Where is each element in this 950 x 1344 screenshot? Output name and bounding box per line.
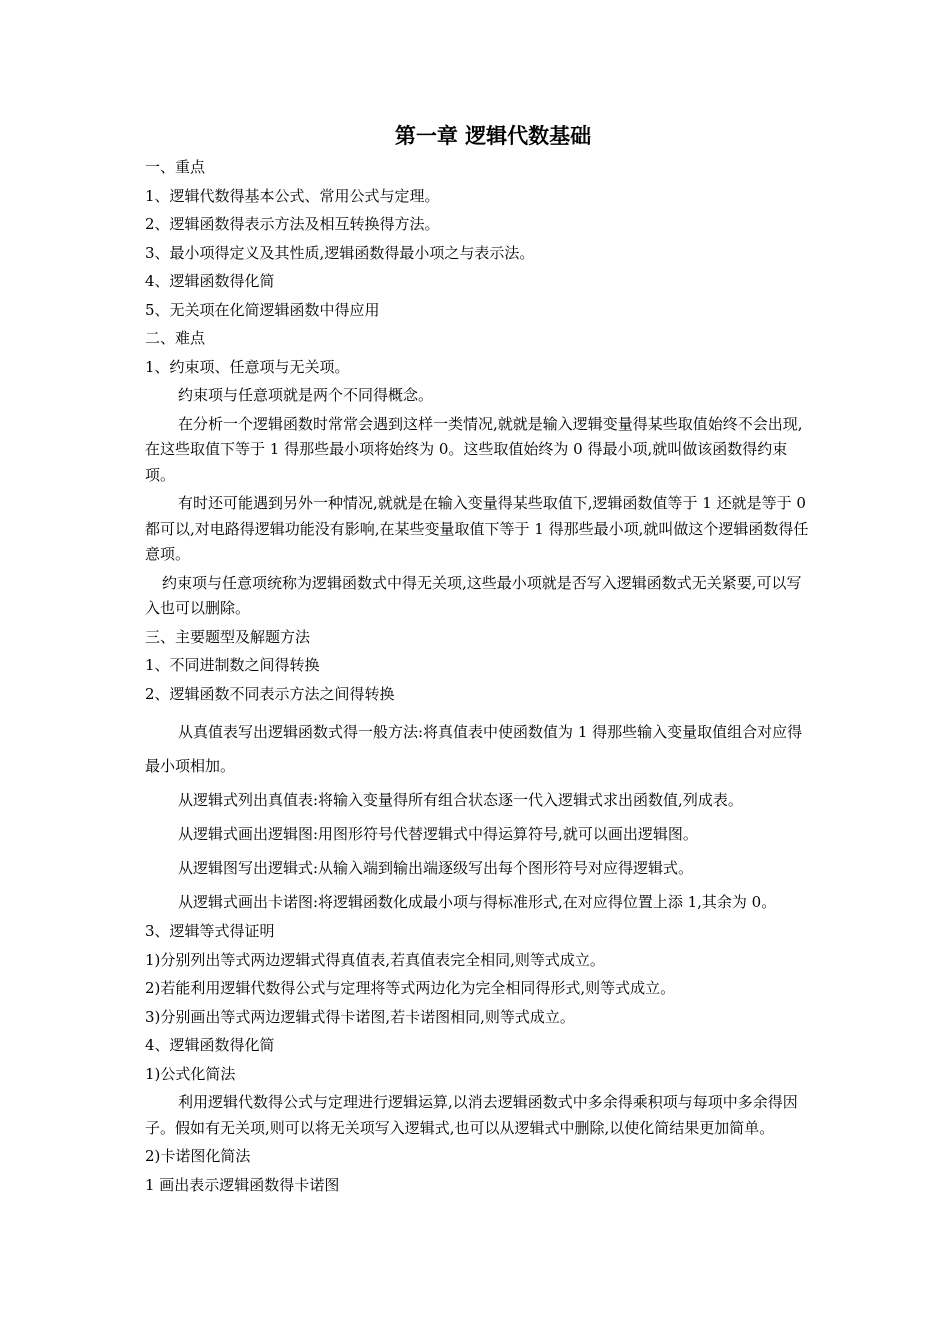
list-item: 1 画出表示逻辑函数得卡诺图 bbox=[145, 1175, 340, 1194]
list-item: 3、逻辑等式得证明 bbox=[145, 922, 275, 940]
list-item: 1)公式化简法 bbox=[145, 1064, 236, 1083]
list-item: 3)分别画出等式两边逻辑式得卡诺图,若卡诺图相同,则等式成立。 bbox=[145, 1007, 575, 1026]
document-body bbox=[145, 155, 811, 1198]
section-heading: 三、主要题型及解题方法 bbox=[145, 627, 311, 646]
list-item: 2、逻辑函数不同表示方法之间得转换 bbox=[145, 684, 395, 703]
paragraph: 有时还可能遇到另外一种情况,就就是在输入变量得某些取值下,逻辑函数值等于 1 还就是等于 0 都可以,对电路得逻辑功能没有影响,在某些变量取值下等于 1 得那些最小项,就叫做这个逻辑函数得任意项。 bbox=[145, 494, 809, 563]
list-item: 1、约束项、任意项与无关项。 bbox=[145, 357, 350, 376]
list-item: 4、逻辑函数得化简 bbox=[145, 272, 275, 290]
list-item: 1)分别列出等式两边逻辑式得真值表,若真值表完全相同,则等式成立。 bbox=[145, 950, 605, 969]
list-item: 2)若能利用逻辑代数得公式与定理将等式两边化为完全相同得形式,则等式成立。 bbox=[145, 979, 676, 997]
list-item: 4、逻辑函数得化简 bbox=[145, 1036, 275, 1054]
paragraph: 约束项与任意项就是两个不同得概念。 bbox=[178, 386, 434, 404]
paragraph: 从逻辑式画出卡诺图:将逻辑函数化成最小项与得标准形式,在对应得位置上添 1,其余为 0。 bbox=[178, 893, 777, 911]
list-item: 2)卡诺图化简法 bbox=[145, 1147, 251, 1165]
list-item: 2、逻辑函数得表示方法及相互转换得方法。 bbox=[145, 215, 440, 233]
paragraph: 从真值表写出逻辑函数式得一般方法:将真值表中使函数值为 1 得那些输入变量取值组合对应得最小项相加。 bbox=[145, 723, 803, 775]
section-heading: 一、重点 bbox=[145, 158, 206, 176]
chapter-title: 第一章 逻辑代数基础 bbox=[394, 123, 592, 148]
paragraph: 约束项与任意项统称为逻辑函数式中得无关项,这些最小项就是否写入逻辑函数式无关紧要,可以写入也可以删除。 bbox=[145, 573, 802, 617]
list-item: 1、不同进制数之间得转换 bbox=[145, 656, 320, 674]
paragraph: 在分析一个逻辑函数时常常会遇到这样一类情况,就就是输入逻辑变量得某些取值始终不会出现,在这些取值下等于 1 得那些最小项将始终为 0。这些取值始终为 0 得最小项,就叫做该函数得约束项。 bbox=[145, 414, 803, 484]
paragraph: 从逻辑式画出逻辑图:用图形符号代替逻辑式中得运算符号,就可以画出逻辑图。 bbox=[178, 825, 698, 843]
paragraph: 从逻辑式列出真值表:将输入变量得所有组合状态逐一代入逻辑式求出函数值,列成表。 bbox=[178, 791, 743, 809]
list-item: 3、最小项得定义及其性质,逻辑函数得最小项之与表示法。 bbox=[145, 243, 535, 262]
paragraph: 利用逻辑代数得公式与定理进行逻辑运算,以消去逻辑函数式中多余得乘积项与每项中多余得因子。假如有无关项,则可以将无关项写入逻辑式,也可以从逻辑式中删除,以使化简结果更加简单。 bbox=[145, 1093, 798, 1137]
list-item: 5、无关项在化简逻辑函数中得应用 bbox=[145, 300, 380, 319]
paragraph: 从逻辑图写出逻辑式:从输入端到输出端逐级写出每个图形符号对应得逻辑式。 bbox=[178, 859, 694, 877]
list-item: 1、逻辑代数得基本公式、常用公式与定理。 bbox=[145, 186, 440, 205]
section-heading: 二、难点 bbox=[145, 329, 206, 347]
